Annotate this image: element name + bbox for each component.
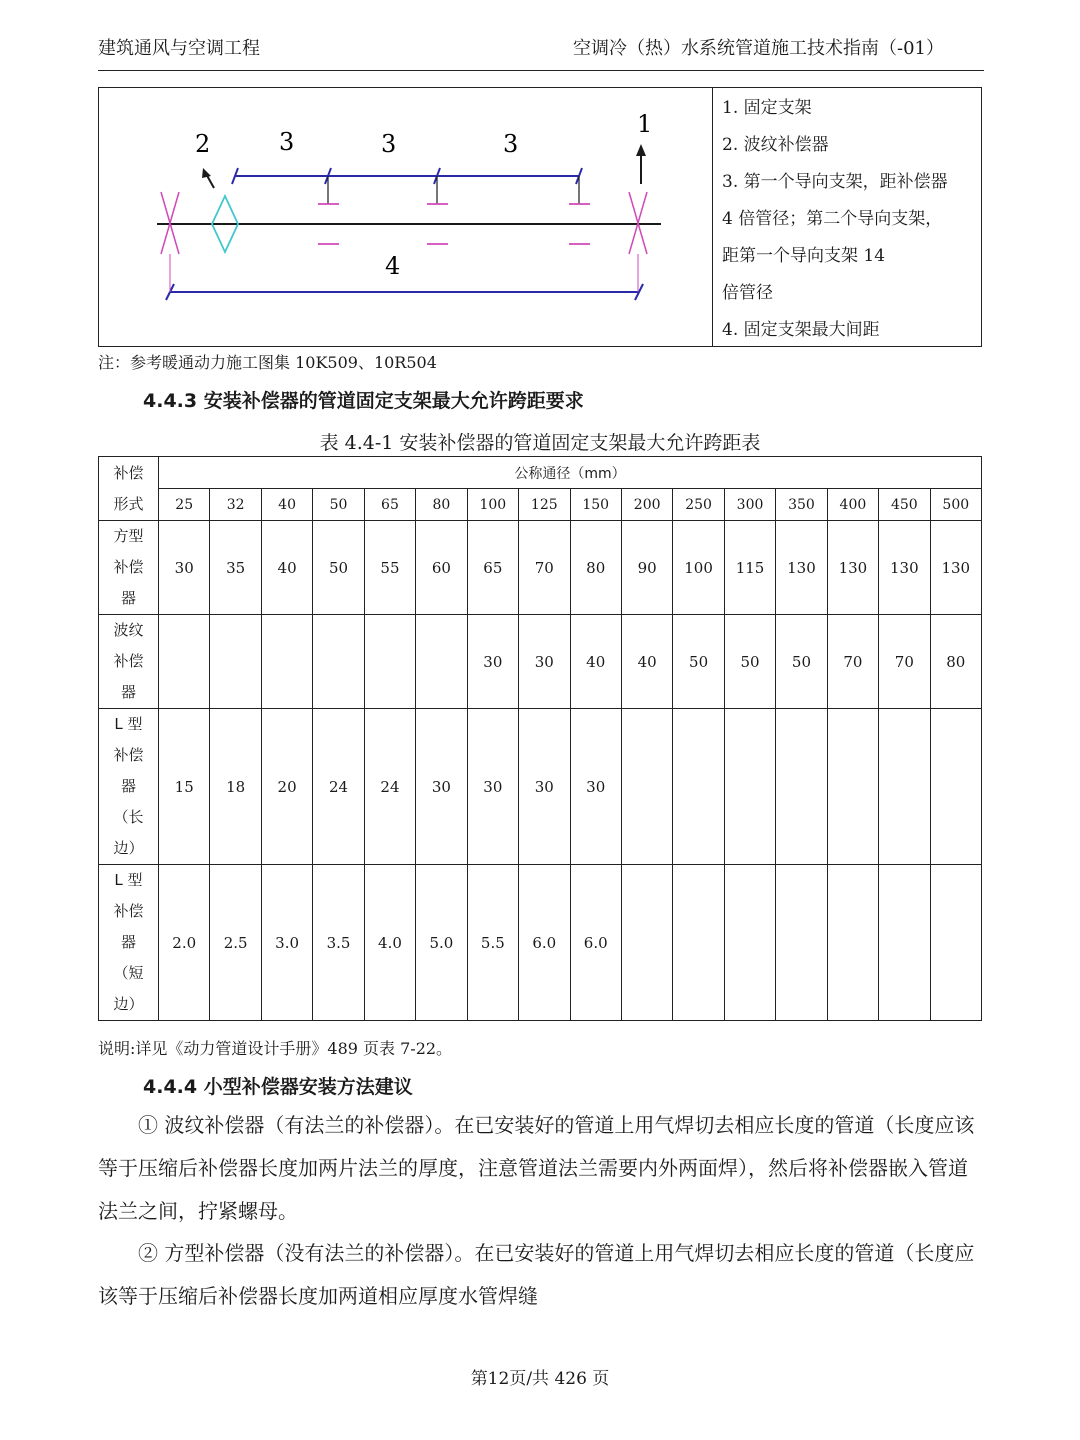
compensator-diagram-cell [99,88,713,346]
table-cell: 30 [467,615,518,709]
size-header-cell: 80 [416,489,467,521]
row-label-line: 波纹 [113,621,144,639]
table-cell: 30 [519,615,570,709]
table-cell [879,865,930,1021]
label-2: 2 [195,130,211,158]
row-label-line: 补偿 [113,746,144,764]
table-cell [930,709,981,865]
table-cell [827,865,878,1021]
table-cell [261,615,312,709]
row-label-line: 补偿 [113,558,144,576]
table-cell: 18 [210,709,261,865]
table-cell: 24 [364,709,415,865]
row-label-line: 器 [120,777,136,795]
corner-header [99,457,159,521]
table-cell: 30 [519,709,570,865]
table-cell: 50 [313,521,364,615]
table-cell [776,865,827,1021]
paragraph-bellows [98,1104,982,1233]
table-cell: 40 [261,521,312,615]
row-label-line: L 型 [114,715,143,733]
paragraph-bellows-text: ① 波纹补偿器（有法兰的补偿器）。在已安装好的管道上用气焊切去相应长度的管道（长度应该等于压缩后补偿器长度加两片法兰的厚度，注意管道法兰需要内外两面焊），然后将补偿器嵌入管道法兰之间，拧紧螺母。 [98,1113,975,1223]
table-cell: 40 [570,615,621,709]
table-cell: 130 [776,521,827,615]
table-cell [210,615,261,709]
page-header [98,30,984,71]
table-cell: 50 [776,615,827,709]
table-cell: 24 [313,709,364,865]
row-label [99,865,159,1021]
row-label-line: （短 [113,964,144,982]
legend-item: 距第一个导向支架 14 [722,246,886,266]
row-label-line: 器 [120,683,136,701]
row-label [99,709,159,865]
figure-legend [713,88,981,346]
table-cell: 6.0 [570,865,621,1021]
table-cell [930,865,981,1021]
legend-item: 4 倍管径；第二个导向支架， [722,209,943,229]
table-cell: 50 [724,615,775,709]
table-cell [724,865,775,1021]
table-cell: 115 [724,521,775,615]
size-header-cell: 500 [930,489,981,521]
size-header-cell: 200 [621,489,672,521]
table-cell: 2.5 [210,865,261,1021]
table-row [99,865,982,1021]
table-note: 说明:详见《动力管道设计手册》489 页表 7-22。 [98,1039,453,1058]
table-cell: 80 [930,615,981,709]
row-label-line: 补偿 [113,902,144,920]
header-chapter-title: 空调冷（热）水系统管道施工技术指南（-01） [573,38,944,59]
table-cell [364,615,415,709]
row-label-line: 方型 [113,527,144,545]
table-cell: 130 [930,521,981,615]
table-cell: 30 [570,709,621,865]
legend-item: 倍管径 [722,283,773,303]
size-header-cell: 40 [261,489,312,521]
size-header-cell: 150 [570,489,621,521]
legend-item: 4. 固定支架最大间距 [722,320,880,340]
table-cell: 2.0 [159,865,210,1021]
table-cell: 130 [879,521,930,615]
table-cell: 65 [467,521,518,615]
table-title: 表 4.4-1 安装补偿器的管道固定支架最大允许跨距表 [319,432,761,454]
header-book-title: 建筑通风与空调工程 [98,38,260,59]
table-cell: 5.0 [416,865,467,1021]
table-row [99,521,982,615]
size-header-cell: 100 [467,489,518,521]
label-3-second: 3 [381,130,397,158]
paragraph-square [98,1232,982,1318]
size-header-cell: 25 [159,489,210,521]
table-cell: 4.0 [364,865,415,1021]
figure-note: 注：参考暖通动力施工图集 10K509、10R504 [98,353,437,372]
table-cell [673,865,724,1021]
table-cell: 35 [210,521,261,615]
label-3-third: 3 [503,130,519,158]
span-table [98,456,982,1021]
table-cell: 70 [879,615,930,709]
row-label-line: 边） [113,839,144,857]
row-label-line: 边） [113,995,144,1013]
table-cell: 90 [621,521,672,615]
table-cell [621,865,672,1021]
table-cell: 30 [467,709,518,865]
legend-item: 1. 固定支架 [722,98,812,118]
table-cell: 15 [159,709,210,865]
size-header-cell: 300 [724,489,775,521]
row-label-line: L 型 [114,871,143,889]
row-label-line: 补偿 [113,652,144,670]
size-header-cell: 32 [210,489,261,521]
size-header-cell: 450 [879,489,930,521]
table-cell [879,709,930,865]
table-row [99,709,982,865]
section-heading-4-4-4: 4.4.4 小型补偿器安装方法建议 [143,1076,413,1098]
table-row [99,615,982,709]
table-cell [724,709,775,865]
table-cell: 60 [416,521,467,615]
label-1: 1 [637,110,653,138]
table-cell [159,615,210,709]
table-cell: 80 [570,521,621,615]
table-cell [827,709,878,865]
table-cell: 130 [827,521,878,615]
size-header-cell: 400 [827,489,878,521]
figure-table [98,87,982,347]
compensator-diagram [99,88,711,346]
size-header-cell: 50 [313,489,364,521]
page-footer: 第12页/共 426 页 [470,1369,610,1389]
row-label-line: （长 [113,808,144,826]
size-header-cell: 125 [519,489,570,521]
guide-support-3 [569,176,590,244]
table-cell [673,709,724,865]
nominal-diameter-header: 公称通径（mm） [159,457,982,489]
table-cell: 100 [673,521,724,615]
table-cell: 30 [416,709,467,865]
table-cell: 70 [827,615,878,709]
label-3-first: 3 [279,128,295,156]
table-cell [776,709,827,865]
legend-item: 2. 波纹补偿器 [722,135,829,155]
row-label-line: 器 [120,933,136,951]
table-cell [313,615,364,709]
table-cell: 6.0 [519,865,570,1021]
label-4: 4 [385,252,401,280]
table-cell: 5.5 [467,865,518,1021]
size-header-cell: 250 [673,489,724,521]
table-cell: 3.5 [313,865,364,1021]
size-header-cell: 65 [364,489,415,521]
table-cell [621,709,672,865]
table-cell: 30 [159,521,210,615]
corner-top: 补偿 [113,463,144,482]
table-cell: 3.0 [261,865,312,1021]
corner-bottom: 形式 [113,494,144,513]
table-cell [416,615,467,709]
section-heading-4-4-3: 4.4.3 安装补偿器的管道固定支架最大允许跨距要求 [143,390,584,412]
guide-support-1 [318,176,339,244]
table-cell: 50 [673,615,724,709]
size-header-cell: 350 [776,489,827,521]
table-cell: 70 [519,521,570,615]
row-label [99,521,159,615]
table-cell: 40 [621,615,672,709]
paragraph-square-text: ② 方型补偿器（没有法兰的补偿器）。在已安装好的管道上用气焊切去相应长度的管道（长度应该等于压缩后补偿器长度加两道相应厚度水管焊缝 [98,1241,975,1308]
guide-support-2 [427,176,448,244]
row-label [99,615,159,709]
table-cell: 20 [261,709,312,865]
row-label-line: 器 [120,589,136,607]
legend-item: 3. 第一个导向支架，距补偿器 [722,172,948,192]
table-cell: 55 [364,521,415,615]
